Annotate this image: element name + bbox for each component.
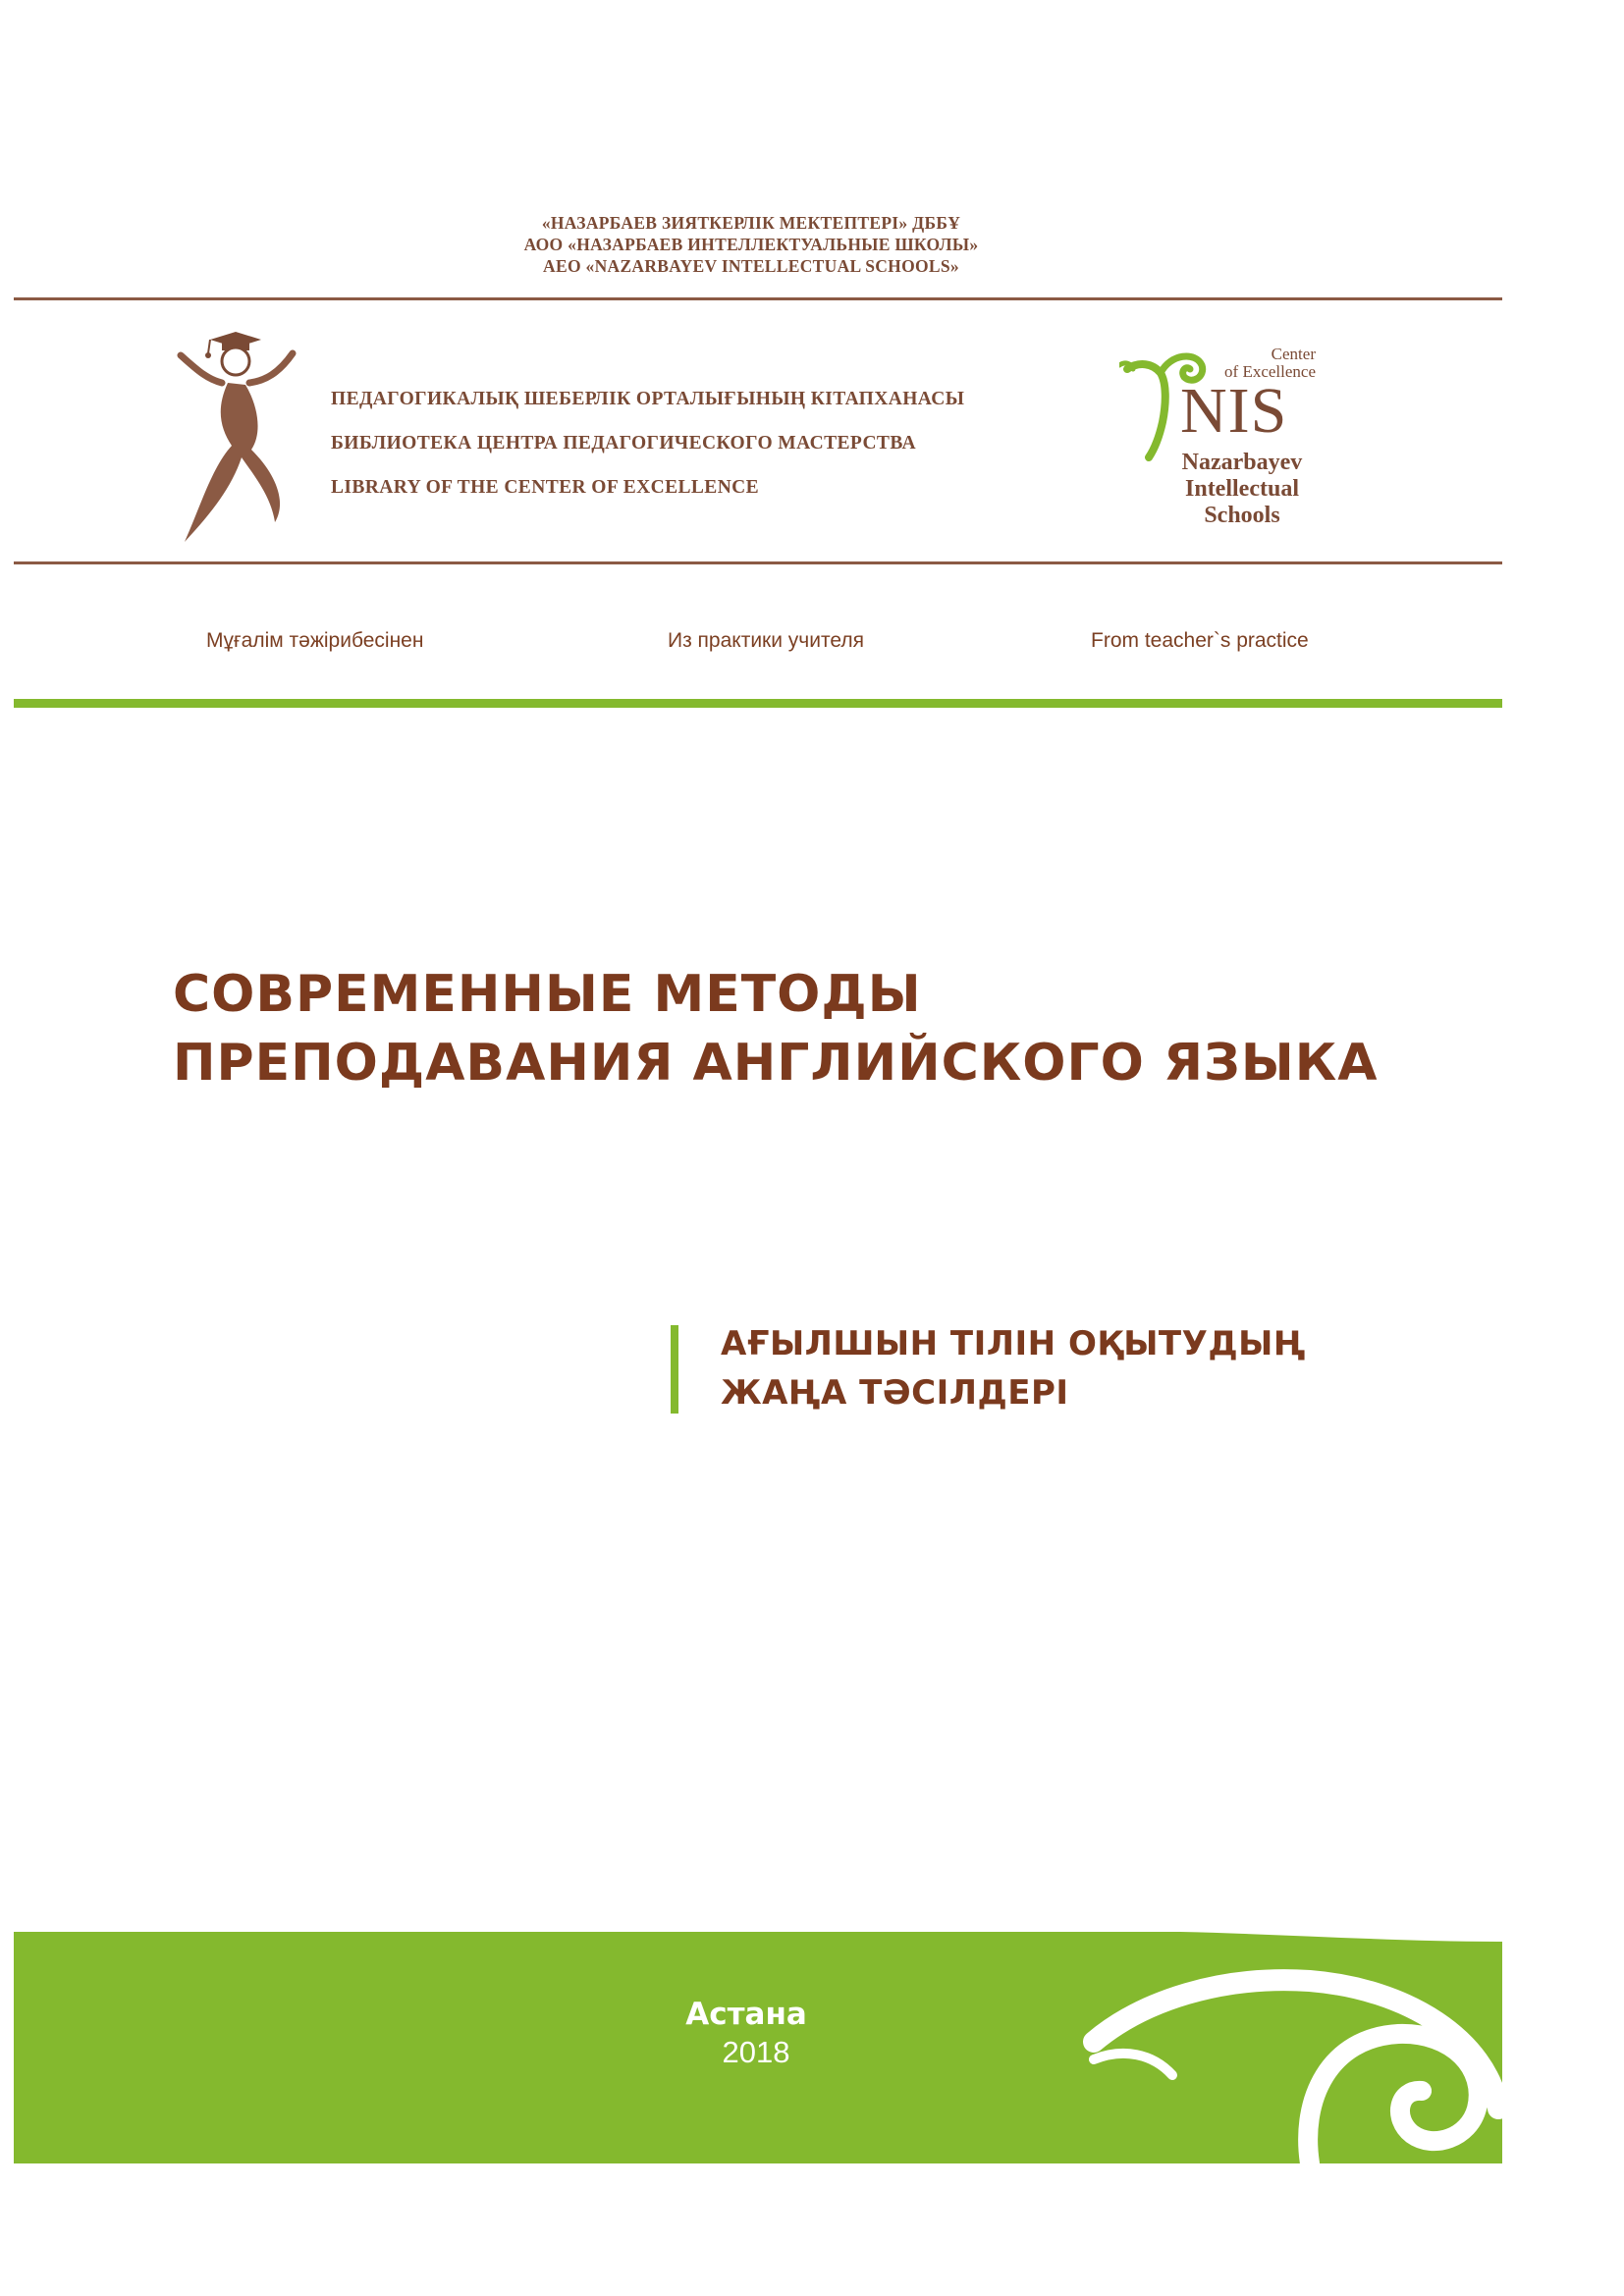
nis-center-label: Center <box>1271 345 1316 363</box>
page-title <box>173 960 1379 1097</box>
library-name-kz: ПЕДАГОГИКАЛЫҚ ШЕБЕРЛІК ОРТАЛЫҒЫНЫҢ КІТАПХАНАСЫ <box>331 389 965 409</box>
nis-line-schools: Schools <box>1204 503 1280 528</box>
org-name-ru: АОО «НАЗАРБАЕВ ИНТЕЛЛЕКТУАЛЬНЫЕ ШКОЛЫ» <box>523 235 979 254</box>
publication-year: 2018 <box>722 2035 790 2069</box>
title-line-1: СОВРЕМЕННЫЕ МЕТОДЫ <box>173 965 922 1024</box>
nis-line-nazarbayev: Nazarbayev <box>1181 450 1303 475</box>
library-name-ru: БИБЛИОТЕКА ЦЕНТРА ПЕДАГОГИЧЕСКОГО МАСТЕРСТВА <box>331 433 916 454</box>
nis-logo <box>1110 344 1326 540</box>
top-divider <box>14 297 1502 300</box>
org-name-kz: «НАЗАРБАЕВ ЗИЯТКЕРЛІК МЕКТЕПТЕРІ» ДББҰ <box>541 213 961 233</box>
middle-divider <box>14 561 1502 564</box>
center-of-excellence-logo <box>177 330 304 546</box>
organization-header <box>0 212 1502 277</box>
library-name-en: LIBRARY OF THE CENTER OF EXCELLENCE <box>331 477 760 498</box>
nis-excellence-label: of Excellence <box>1224 362 1316 381</box>
subtitle-accent-bar <box>671 1325 678 1414</box>
graduate-figure-icon <box>177 330 304 546</box>
green-divider <box>14 699 1502 708</box>
subtitle-line-1: АҒЫЛШЫН ТІЛІН ОҚЫТУДЫҢ <box>721 1324 1306 1363</box>
series-label-ru: Из практики учителя <box>668 629 864 652</box>
publication-city: Астана <box>685 1997 807 2032</box>
nis-line-intellectual: Intellectual <box>1185 476 1299 502</box>
title-line-2: ПРЕПОДАВАНИЯ АНГЛИЙСКОГО ЯЗЫКА <box>173 1034 1379 1093</box>
library-block <box>331 377 964 509</box>
subtitle-line-2: ЖАҢА ТӘСІЛДЕРІ <box>721 1373 1069 1413</box>
subtitle <box>721 1319 1306 1417</box>
nis-abbreviation: NIS <box>1180 375 1288 447</box>
org-name-en: АЕО «NAZARBAYEV INTELLECTUAL SCHOOLS» <box>543 256 959 276</box>
series-label-en: From teacher`s practice <box>1091 629 1309 652</box>
series-label-kz: Мұғалім тәжірибесінен <box>206 629 424 652</box>
